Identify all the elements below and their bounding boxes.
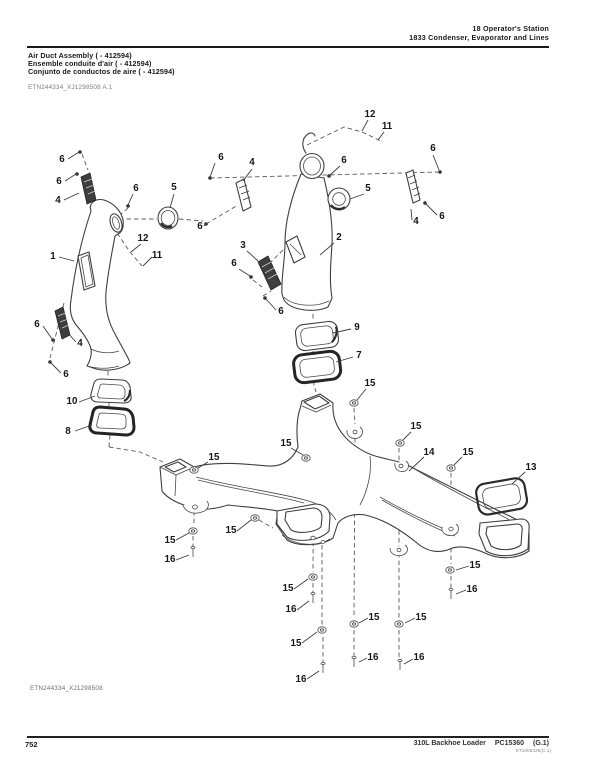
callout-label: 16 <box>295 674 307 685</box>
callout-label: 6 <box>218 152 224 163</box>
callout-label: 15 <box>208 452 220 463</box>
callout-label: 15 <box>282 583 294 594</box>
gasket-part-10 <box>91 379 131 403</box>
title-en: Air Duct Assembly ( - 412594) <box>28 51 132 60</box>
callout-label: 6 <box>59 154 65 165</box>
callout-label: 16 <box>466 584 478 595</box>
callout-label: 15 <box>469 560 481 571</box>
callout-label: 15 <box>462 447 474 458</box>
callout-label: 10 <box>66 396 78 407</box>
callout-label: 16 <box>413 652 425 663</box>
callout-label: 6 <box>231 258 237 269</box>
callout-label: 6 <box>133 183 139 194</box>
callout-label: 1 <box>50 251 56 262</box>
callout-label: 4 <box>77 338 83 349</box>
callout-label: 11 <box>151 250 163 261</box>
title-fr: Ensemble conduite d'air ( - 412594) <box>28 59 152 68</box>
callout-label: 15 <box>364 378 376 389</box>
callout-label: 6 <box>63 369 69 380</box>
footer-rule <box>27 736 549 738</box>
grommet-part-5-left <box>158 207 178 229</box>
page-number: 752 <box>25 740 38 749</box>
callout-label: 15 <box>415 612 427 623</box>
callout-label: 6 <box>341 155 347 166</box>
strip-part-4-far-right <box>406 170 420 203</box>
callout-label: 16 <box>367 652 379 663</box>
footer-catalog: PC15360 <box>494 740 525 747</box>
callout-label: 4 <box>413 216 419 227</box>
callout-label: 15 <box>368 612 380 623</box>
callout-label: 4 <box>55 195 61 206</box>
callout-label: 6 <box>56 176 62 187</box>
callout-label: 16 <box>164 554 176 565</box>
strip-part-3 <box>258 256 281 290</box>
callout-label: 3 <box>240 240 246 251</box>
gasket-part-9 <box>295 321 340 352</box>
footer-revision: (G.1) <box>533 740 549 747</box>
strip-part-4-top-left <box>81 173 96 204</box>
callout-label: 6 <box>197 221 203 232</box>
callout-label: 5 <box>171 182 177 193</box>
gasket-part-7 <box>293 350 342 383</box>
header-group: 1833 Condenser, Evaporator and Lines <box>409 33 549 42</box>
callout-label: 16 <box>285 604 297 615</box>
header-section: 18 Operator's Station <box>472 24 549 33</box>
callout-label: 13 <box>525 462 537 473</box>
callout-label: 11 <box>381 121 393 132</box>
title-es: Conjunto de conductos de aire ( - 412594) <box>28 67 175 76</box>
strip-part-4-mid-right <box>236 179 251 211</box>
upper-duct-part-2 <box>282 133 350 310</box>
callout-label: 6 <box>278 306 284 317</box>
callout-label: 9 <box>354 322 360 333</box>
callout-label: 2 <box>336 232 342 243</box>
footer-right <box>405 740 549 747</box>
callout-label: 8 <box>65 426 71 437</box>
callout-label: 14 <box>423 447 435 458</box>
footer-model: 310L Backhoe Loader <box>413 740 486 747</box>
callout-label: 6 <box>34 319 40 330</box>
callout-label: 6 <box>439 211 445 222</box>
callout-label: 15 <box>164 535 176 546</box>
figure-reference: ETN244334_XJ1298508 A.1 <box>28 84 113 91</box>
lower-duct-part-14 <box>160 394 529 558</box>
footer-subref: ST1005335(C.1) <box>515 749 551 754</box>
callout-label: 15 <box>290 638 302 649</box>
callout-label: 15 <box>225 525 237 536</box>
strip-part-4-lower-left <box>55 307 70 339</box>
callout-label: 6 <box>430 143 436 154</box>
callout-label: 15 <box>410 421 422 432</box>
gasket-part-8 <box>90 407 134 435</box>
callout-label: 7 <box>356 350 362 361</box>
callout-label: 15 <box>280 438 292 449</box>
callout-label: 5 <box>365 183 371 194</box>
callout-label: 12 <box>137 233 149 244</box>
callout-label: 4 <box>249 157 255 168</box>
callout-label: 12 <box>364 109 376 120</box>
image-reference: ETN244334_XJ1298508 <box>30 685 103 692</box>
